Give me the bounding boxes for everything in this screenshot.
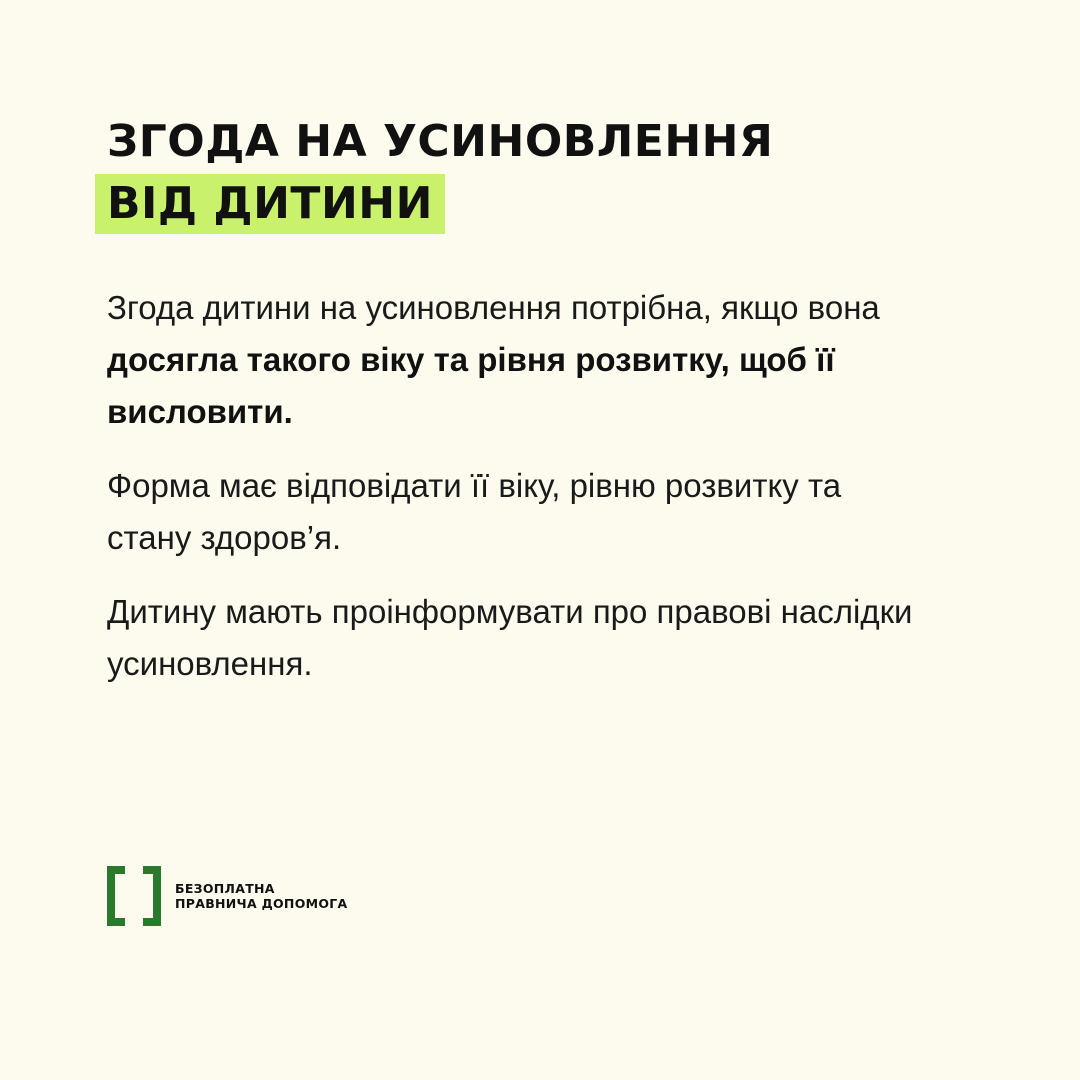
paragraph-consent-text: Згода дитини на усиновлення потрібна, якщо вона — [107, 289, 880, 326]
logo-text-line-1: БЕЗОПЛАТНА — [175, 881, 275, 896]
title-block — [95, 112, 785, 234]
paragraph-information-requirement: Дитину мають проінформувати про правові наслідки усиновлення. — [107, 593, 913, 682]
paragraph-consent-requirement — [107, 282, 927, 438]
logo-right-bracket-icon — [143, 866, 161, 926]
logo-left-bracket-icon — [107, 866, 125, 926]
logo — [107, 866, 348, 926]
logo-text-line-2: ПРАВНИЧА ДОПОМОГА — [175, 896, 348, 911]
paragraph-consent-bold-text: досягла такого віку та рівня розвитку, щоб її висловити. — [107, 341, 835, 430]
page-title-line-1: ЗГОДА НА УСИНОВЛЕННЯ — [107, 116, 774, 167]
paragraph-form-requirement: Форма має відповідати її віку, рівню розвитку та стану здоров’я. — [107, 467, 842, 556]
page-title-line-2-highlighted: ВІД ДИТИНИ — [95, 174, 445, 234]
logo-text — [175, 881, 348, 911]
content — [107, 282, 927, 712]
